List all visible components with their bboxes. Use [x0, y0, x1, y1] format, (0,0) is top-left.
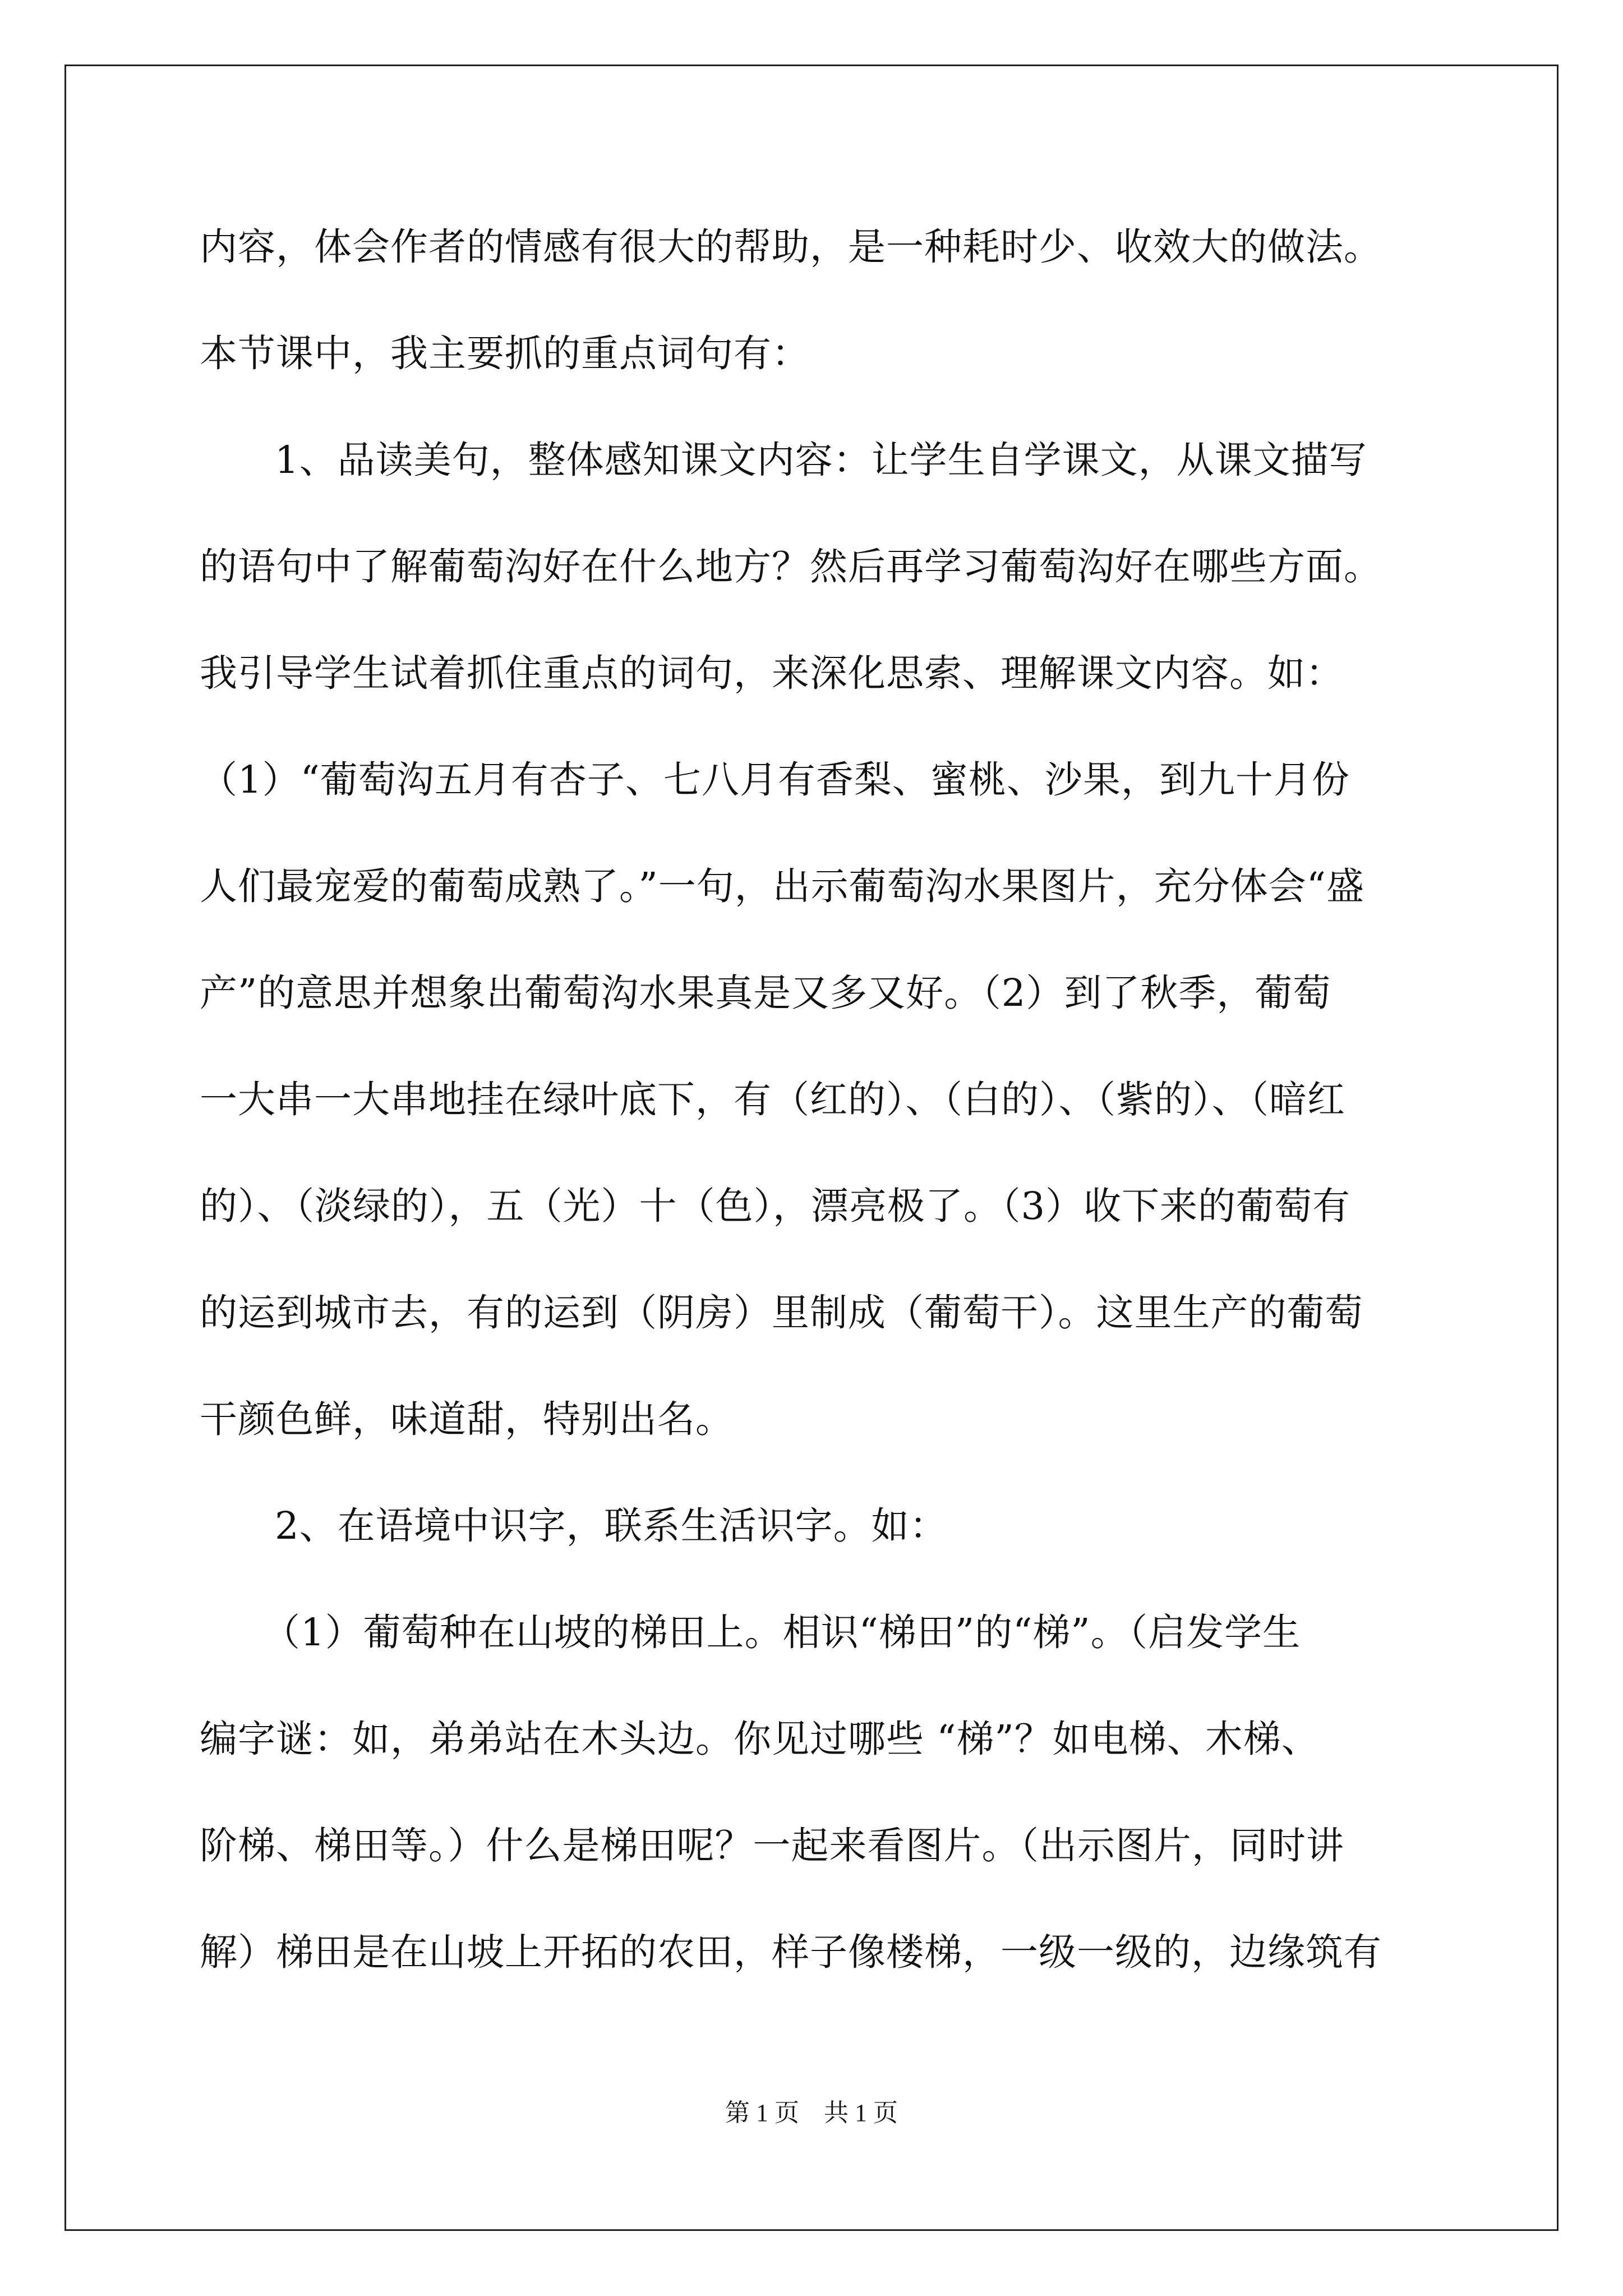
text-line: 2、在语境中识字，联系生活识字。如： — [275, 1504, 948, 1548]
text-line: 干颜色鲜，味道甜，特别出名。 — [200, 1397, 734, 1441]
text-line: 解）梯田是在山坡上开拓的农田，样子像楼梯，一级一级的，边缘筑有 — [200, 1930, 1382, 1974]
text-line: 1、品读美句，整体感知课文内容：让学生自学课文，从课文描写 — [275, 438, 1367, 482]
text-line: 的语句中了解葡萄沟好在什么地方？然后再学习葡萄沟好在哪些方面。 — [200, 545, 1382, 588]
text-line: 我引导学生试着抓住重点的词句，来深化思索、理解课文内容。如： — [200, 651, 1344, 695]
document-body — [200, 194, 1433, 2005]
text-line: （1）葡萄种在山坡的梯田上。相识“梯田”的“梯”。（启发学生 — [262, 1611, 1301, 1654]
text-line: （1）“葡萄沟五月有杏子、七八月有香梨、蜜桃、沙果，到九十月份 — [200, 758, 1350, 802]
page-number-footer: 第 1 页 共 1 页 — [725, 2099, 898, 2127]
text-line: 的）、（淡绿的），五（光）十（色），漂亮极了。（3）收下来的葡萄有 — [200, 1184, 1351, 1228]
text-line: 产”的意思并想象出葡萄沟水果真是又多又好。（2）到了秋季，葡萄 — [200, 971, 1331, 1015]
text-line: 人们最宠爱的葡萄成熟了。”一句，出示葡萄沟水果图片，充分体会“盛 — [200, 864, 1365, 908]
text-line: 的运到城市去，有的运到（阴房）里制成（葡萄干）。这里生产的葡萄 — [200, 1291, 1363, 1335]
text-line: 阶梯、梯田等。）什么是梯田呢？一起来看图片。（出示图片，同时讲 — [200, 1824, 1344, 1867]
text-line: 编字谜：如，弟弟站在木头边。你见过哪些 “梯”？如电梯、木梯、 — [200, 1717, 1320, 1761]
text-line: 本节课中，我主要抓的重点词句有： — [200, 332, 810, 375]
text-line: 一大串一大串地挂在绿叶底下，有（红的）、（白的）、（紫的）、（暗红 — [200, 1078, 1345, 1121]
text-line: 内容，体会作者的情感有很大的帮助，是一种耗时少、收效大的做法。 — [200, 225, 1382, 269]
